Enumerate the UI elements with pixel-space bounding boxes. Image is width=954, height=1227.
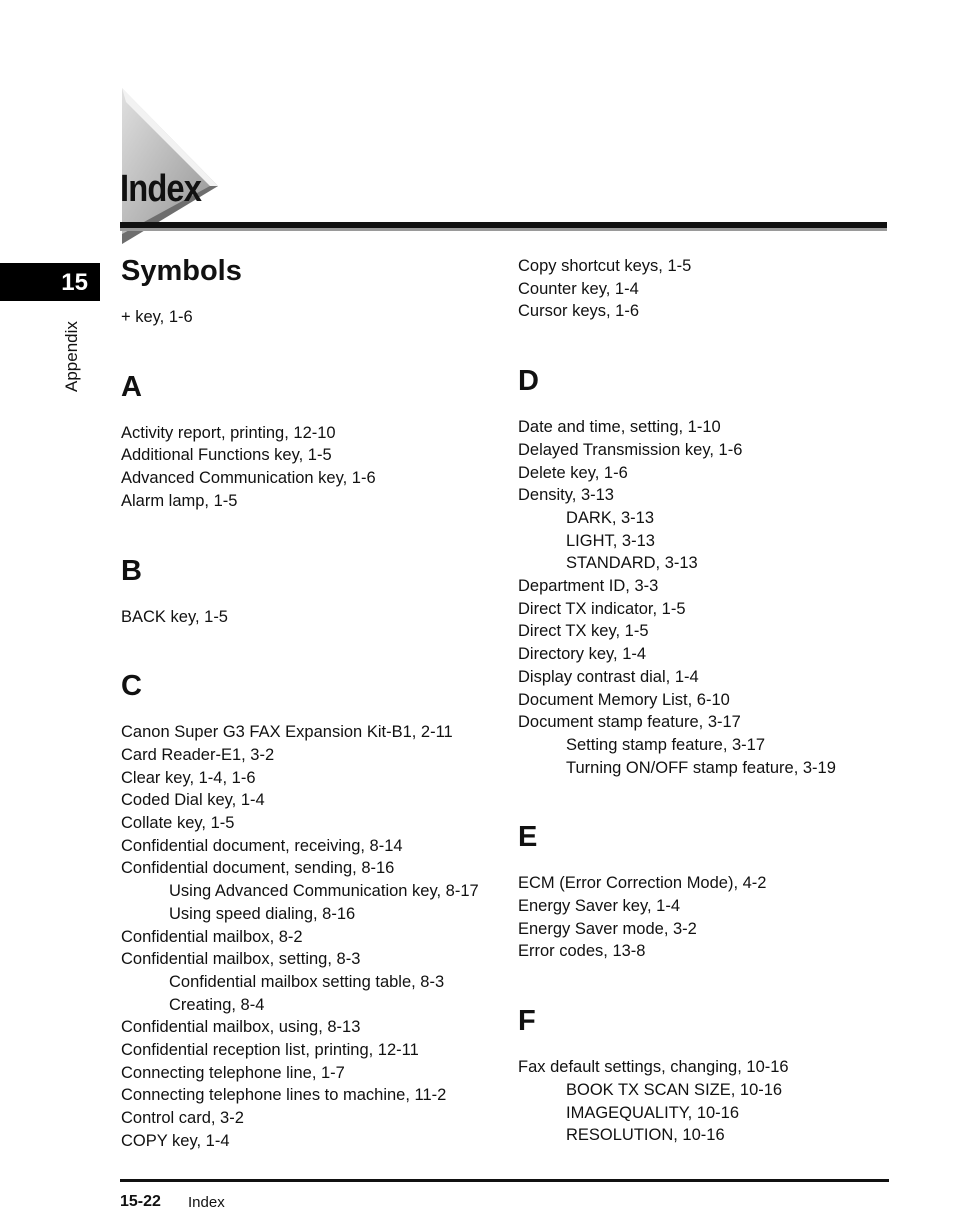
chapter-tab — [0, 263, 100, 301]
footer-rule — [120, 1179, 889, 1182]
index-subentry: Using Advanced Communication key, 8-17 — [169, 882, 479, 901]
section-gap — [518, 323, 898, 365]
index-section-heading: Symbols — [121, 255, 242, 287]
index-entry: Delayed Transmission key, 1-6 — [518, 440, 743, 459]
index-entry: Clear key, 1-4, 1-6 — [121, 768, 256, 787]
index-subentry: BOOK TX SCAN SIZE, 10-16 — [566, 1080, 783, 1099]
index-entry: Connecting telephone lines to machine, 11-2 — [121, 1086, 447, 1105]
index-entry: Directory key, 1-4 — [518, 645, 647, 664]
page-number: 15-22 — [120, 1193, 161, 1210]
index-entry: Collate key, 1-5 — [121, 814, 235, 833]
index-entry: Canon Super G3 FAX Expansion Kit-B1, 2-11 — [121, 723, 453, 742]
index-entry: Energy Saver mode, 3-2 — [518, 919, 697, 938]
index-entry: Copy shortcut keys, 1-5 — [518, 257, 692, 275]
index-entry: Density, 3-13 — [518, 486, 614, 505]
chapter-number: 15 — [61, 269, 88, 296]
index-entry: Date and time, setting, 1-10 — [518, 418, 721, 437]
title-rule-shadow — [120, 228, 887, 231]
index-entry: Coded Dial key, 1-4 — [121, 791, 265, 810]
index-entry: Confidential reception list, printing, 12-11 — [121, 1041, 419, 1060]
index-subentry: DARK, 3-13 — [566, 508, 655, 527]
index-entry: Confidential document, sending, 8-16 — [121, 859, 395, 878]
index-entry: Additional Functions key, 1-5 — [121, 446, 332, 465]
index-entry: BACK key, 1-5 — [121, 607, 228, 626]
section-gap — [518, 963, 898, 1005]
index-column-right — [518, 255, 898, 1147]
index-entry: Document Memory List, 6-10 — [518, 690, 730, 709]
index-section-heading: A — [121, 370, 142, 403]
index-entry: Document stamp feature, 3-17 — [518, 713, 741, 732]
index-column-left — [121, 255, 501, 1153]
index-entry: Activity report, printing, 12-10 — [121, 423, 336, 442]
index-entry: Direct TX indicator, 1-5 — [518, 599, 686, 618]
index-entry: Control card, 3-2 — [121, 1109, 244, 1128]
section-gap — [121, 628, 501, 670]
index-subentry: Using speed dialing, 8-16 — [169, 904, 356, 923]
index-section-heading: F — [518, 1005, 536, 1038]
section-gap — [518, 779, 898, 821]
index-entry: Confidential document, receiving, 8-14 — [121, 836, 403, 855]
index-subentry: LIGHT, 3-13 — [566, 531, 655, 550]
index-entry: Counter key, 1-4 — [518, 279, 639, 298]
index-entry: Alarm lamp, 1-5 — [121, 491, 238, 510]
section-gap — [121, 329, 501, 371]
index-entry: Advanced Communication key, 1-6 — [121, 469, 376, 488]
index-subentry: Setting stamp feature, 3-17 — [566, 735, 766, 754]
index-section-heading: D — [518, 365, 539, 398]
index-entry: ECM (Error Correction Mode), 4-2 — [518, 874, 767, 893]
index-subentry: STANDARD, 3-13 — [566, 554, 698, 573]
index-subentry: Turning ON/OFF stamp feature, 3-19 — [566, 758, 836, 777]
index-entry: Error codes, 13-8 — [518, 942, 646, 961]
chapter-label: Appendix — [62, 321, 81, 392]
index-entry: Department ID, 3-3 — [518, 577, 659, 596]
index-entry: Card Reader-E1, 3-2 — [121, 745, 275, 764]
index-entry: Confidential mailbox, 8-2 — [121, 927, 303, 946]
section-gap — [121, 513, 501, 555]
index-entry: Confidential mailbox, using, 8-13 — [121, 1018, 361, 1037]
page-title: Index — [120, 168, 202, 210]
index-entry: Connecting telephone line, 1-7 — [121, 1063, 345, 1082]
index-entry: Delete key, 1-6 — [518, 463, 628, 482]
index-subentry: Creating, 8-4 — [169, 995, 265, 1014]
index-entry: Cursor keys, 1-6 — [518, 302, 640, 321]
index-entry: Fax default settings, changing, 10-16 — [518, 1058, 789, 1077]
index-entry: Confidential mailbox, setting, 8-3 — [121, 950, 361, 969]
index-entry: Direct TX key, 1-5 — [518, 622, 649, 641]
index-section-heading: E — [518, 821, 538, 854]
index-entry: + key, 1-6 — [121, 308, 193, 326]
index-entry: COPY key, 1-4 — [121, 1131, 230, 1150]
index-subentry: RESOLUTION, 10-16 — [566, 1126, 725, 1145]
index-section-heading: B — [121, 554, 142, 587]
index-subentry: Confidential mailbox setting table, 8-3 — [169, 972, 445, 991]
footer-label: Index — [188, 1194, 225, 1211]
index-subentry: IMAGEQUALITY, 10-16 — [566, 1103, 740, 1122]
index-entry: Display contrast dial, 1-4 — [518, 667, 699, 686]
index-section-heading: C — [121, 670, 142, 703]
index-entry: Energy Saver key, 1-4 — [518, 897, 681, 916]
